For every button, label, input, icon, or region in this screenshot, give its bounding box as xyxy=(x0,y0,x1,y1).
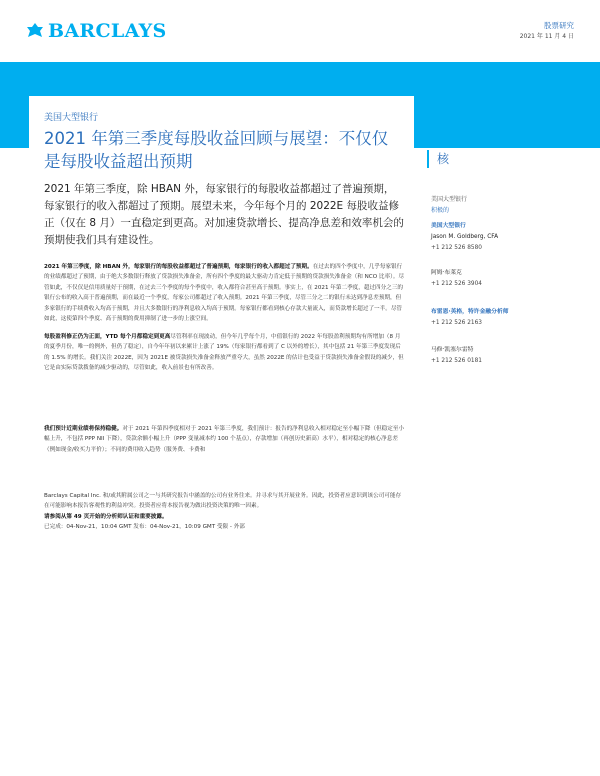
paragraph-body: 尽管利率在现波动，但今年几乎每个月，中值银行的 2022 年每股盈利预期均有所增加（8 月的夏季月份，唯一的例外，但仍了稳定），自今年年初以来累计上涨了 19%（每家银行都看到了 C 以外的增长），其中包括 21 年第三季度发现后的 1.5% 的增长。我们关注 2022E，因为 2021E 被贷款损失准备金释放严重夸大，虽然 2022E 的估计也受益于贷款损失准备金假设的减少，但它是由实际贷款拨备的减少驱动的，尽管如此，收入前景也有所改善。 xyxy=(44,334,404,372)
paragraph-eps-revisions xyxy=(44,332,406,374)
report-title: 2021 年第三季度每股收益回顾与展望：不仅仅是每股收益超出预期 xyxy=(44,129,389,171)
eagle-icon xyxy=(26,22,44,40)
analyst-phone: +1 212 526 3904 xyxy=(431,281,482,287)
paragraph-body: 对于 2021 年第四季度相对于 2021 年第三季度，我们预计：报告的净利息收入相对稳定至小幅下降（但稳定至小幅上升，不包括 PPP NII 下降），贷款余额小幅上升（PPP 变量减本约 100 个基点），存款增加（再创历史新高）水平），相对稳定的核心净息差（例如现金/收买力平价）；不同的费用收入趋势（服务费、卡费和 xyxy=(44,426,405,453)
sector-label: 美国大型银行 xyxy=(44,113,99,123)
analyst-phone: +1 212 526 0181 xyxy=(431,358,482,364)
paragraph-lead: 我们预计近期业绩将保持稳健。 xyxy=(44,426,123,432)
industry-marker xyxy=(427,150,429,168)
sidebar-sector-name: 美国大型银行 xyxy=(431,196,468,203)
analyst-role: 布雷恩·英格，特许金融分析师 xyxy=(431,309,509,315)
analyst-card xyxy=(431,221,498,254)
paragraph-lead: 每股盈利修正仍为正面，YTD 每个月都稳定到更高 xyxy=(44,334,171,340)
analyst-name: 阿姆·布莱克 xyxy=(431,270,462,276)
publication-date: 2021 年 11 月 4 日 xyxy=(519,33,574,40)
analyst-card xyxy=(431,307,509,329)
analyst-role: 美国大型银行 xyxy=(431,223,466,229)
industry-label: 核 xyxy=(437,152,450,166)
completion-footer: 已完成：04-Nov-21，10:04 GMT 发布：04-Nov-21，10:09 GMT 受限 - 外部 xyxy=(44,524,245,531)
analyst-name: 马修·凯塞尔雷特 xyxy=(431,347,474,353)
analyst-name: Jason M. Goldberg, CFA xyxy=(431,234,499,240)
paragraph-lead: 2021 年第三季度，除 HBAN 外，每家银行的每股收益都超过了普遍预期，每家银行的收入都超过了预期。 xyxy=(44,264,313,270)
disclosure-block xyxy=(44,491,406,533)
paragraph-q3-results xyxy=(44,262,406,324)
paragraph-outlook xyxy=(44,424,406,455)
analyst-card xyxy=(431,268,482,290)
report-summary: 2021 年第三季度，除 HBAN 外，每家银行的每股收益都超过了普遍预期，每家银行的收入都超过了预期。展望未来，今年每个月的 2022E 每股收益修正（仅在 8 月）一直稳定到更高。对加速贷款增长、提高净息差和效率机会的预期使我们具有建设性。 xyxy=(44,183,404,246)
research-type: 股票研究 xyxy=(544,21,574,30)
disclosure-text: Barclays Capital Inc. 和/或其附属公司之一与其研究报告中涵盖的公司有业务往来。并寻求与其开展业务。因此，投资者应意识到该公司可能存在可能影响本报告客观性的利益冲突。投资者应将本报告视为做出投资决策的唯一因素。 xyxy=(44,493,402,510)
paragraph-body: 在过去的四个季度中，几乎每家银行的业绩都超过了预期，由于绝大多数银行释放了贷款损失准备金，所有四个季度的最大驱动力肯定低于预期的贷款损失准备金（和 NCO 比率）。尽管如此，不仅仅是信用质量好于预期，在过去三个季度的每个季度中，收入都符合甚至高于预期。事实上，在 2021 年第二季度，超过四分之三的银行公布的收入高于普遍预期，而在最近一个季度，每家公司都超过了收入预期。2021 年第三季度，尽管三分之二的银行未达到净息差预期，但多家银行的手续费收入均高于预期，并且大多数银行的净利息收入均高于预期。每家银行都看到核心存款大量流入，而贷款增长超过了一半。尽管如此，这使第四个季度、高于预期的费用抑制了进一步的上涨空间。 xyxy=(44,264,405,323)
barclays-logo xyxy=(26,20,167,42)
disclosure-link[interactable]: 请参阅从第 49 页开始的分析师认证和重要披露。 xyxy=(44,513,168,520)
analyst-card xyxy=(431,345,482,367)
brand-name: BARCLAYS xyxy=(48,20,167,42)
sidebar-sector xyxy=(431,194,467,216)
sidebar-sector-rating: 积极的 xyxy=(431,207,450,214)
header-meta xyxy=(520,20,574,42)
analyst-phone: +1 212 526 8580 xyxy=(431,245,482,251)
analyst-phone: +1 212 526 2163 xyxy=(431,320,482,326)
